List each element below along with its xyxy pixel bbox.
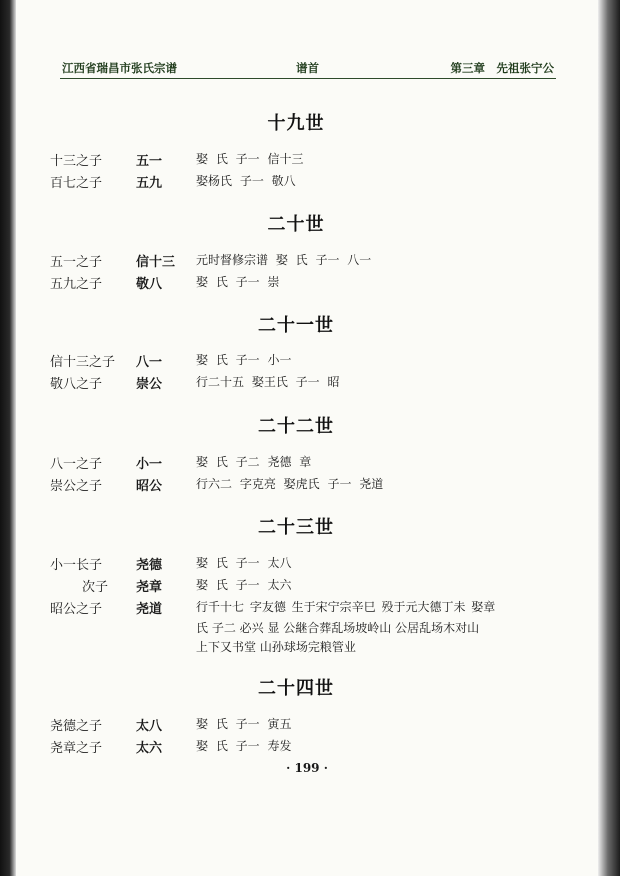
parent-label: 次子	[82, 580, 109, 595]
person-description: 行千十七 字友德 生于宋宁宗辛巳 殁于元大德丁未 娶章	[196, 600, 496, 614]
parent-label: 百七之子	[50, 176, 103, 191]
book-page	[16, 0, 598, 876]
person-description: 行二十五 娶王氏 子一 昭	[196, 375, 340, 389]
person-description: 娶 氏 子一 小一	[196, 353, 292, 367]
parent-label: 敬八之子	[50, 377, 103, 392]
person-name: 八一	[136, 355, 163, 370]
person-name: 五九	[136, 176, 163, 191]
parent-label: 尧德之子	[50, 719, 103, 734]
parent-label: 信十三之子	[50, 355, 116, 370]
person-description: 娶杨氏 子一 敬八	[196, 174, 296, 188]
person-name: 五一	[136, 154, 163, 169]
genealogy-row	[16, 172, 598, 192]
parent-label: 八一之子	[50, 457, 103, 472]
running-head-section: 谱首	[296, 61, 319, 75]
generation-heading: 二十四世	[258, 678, 334, 699]
genealogy-row	[16, 251, 598, 271]
description-continuation: 上下又书堂 山孙球场完粮管业	[196, 640, 356, 654]
person-description: 元时督修宗谱 娶 氏 子一 八一	[196, 253, 372, 267]
person-name: 尧德	[136, 558, 163, 573]
genealogy-row	[16, 475, 598, 495]
person-description: 娶 氏 子一 寅五	[196, 717, 292, 731]
description-continuation: 氏 子二 必兴 显 公継合葬乱场坡岭山 公居乱场木对山	[196, 621, 480, 635]
running-head-chapter: 第三章 先祖张宁公	[450, 61, 554, 75]
genealogy-row	[16, 453, 598, 473]
generation-heading: 二十三世	[258, 517, 334, 538]
page-number: · 199 ·	[286, 761, 328, 775]
genealogy-row	[16, 576, 598, 596]
parent-label: 小一长子	[50, 558, 103, 573]
person-name: 昭公	[136, 479, 163, 494]
person-description: 娶 氏 子一 崇	[196, 275, 280, 289]
person-description: 娶 氏 子一 信十三	[196, 152, 304, 166]
parent-label: 尧章之子	[50, 741, 103, 756]
scan-left-edge	[0, 0, 16, 876]
genealogy-row	[16, 737, 598, 757]
genealogy-row	[16, 598, 598, 618]
parent-label: 十三之子	[50, 154, 103, 169]
person-description: 娶 氏 子一 太八	[196, 556, 292, 570]
parent-label: 昭公之子	[50, 602, 103, 617]
person-name: 信十三	[136, 255, 176, 270]
genealogy-row	[16, 150, 598, 170]
generation-heading: 二十二世	[258, 416, 334, 437]
generation-heading: 二十一世	[258, 315, 334, 336]
running-head	[60, 60, 556, 79]
scan-right-edge	[598, 0, 620, 876]
person-description: 娶 氏 子一 太六	[196, 578, 292, 592]
generation-heading: 二十世	[267, 214, 325, 235]
person-name: 小一	[136, 457, 163, 472]
genealogy-row	[16, 715, 598, 735]
genealogy-row	[16, 351, 598, 371]
person-name: 敬八	[136, 277, 163, 292]
genealogy-row	[16, 373, 598, 393]
generation-heading: 十九世	[267, 113, 325, 134]
person-name: 崇公	[136, 377, 163, 392]
person-name: 尧道	[136, 602, 163, 617]
person-name: 尧章	[136, 580, 163, 595]
person-description: 娶 氏 子二 尧德 章	[196, 455, 312, 469]
person-name: 太八	[136, 719, 163, 734]
parent-label: 五一之子	[50, 255, 103, 270]
genealogy-row	[16, 273, 598, 293]
running-head-book-title: 江西省瑞昌市张氏宗谱	[62, 61, 177, 75]
parent-label: 崇公之子	[50, 479, 103, 494]
genealogy-row	[16, 554, 598, 574]
person-name: 太六	[136, 741, 163, 756]
person-description: 娶 氏 子一 寿发	[196, 739, 292, 753]
person-description: 行六二 字克亮 娶虎氏 子一 尧道	[196, 477, 384, 491]
parent-label: 五九之子	[50, 277, 103, 292]
